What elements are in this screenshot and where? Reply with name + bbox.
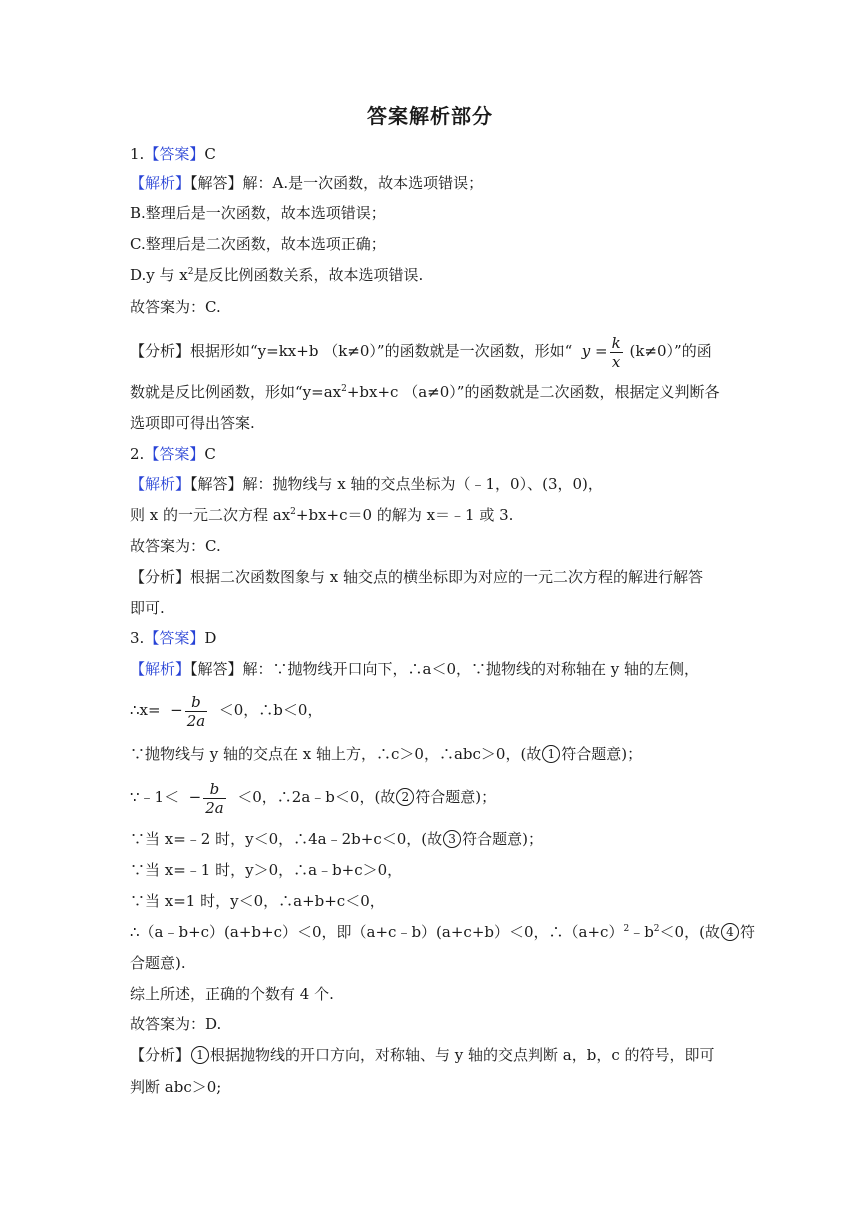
q1-solution-1: 【解答】解：A.是一次函数，故本选项错误；: [190, 174, 484, 192]
q3-solution-1: 【解答】解：∵抛物线开口向下，∴a＜0，∵抛物线的对称轴在 y 轴的左侧，: [190, 660, 700, 678]
q3-answer-line: [130, 628, 730, 648]
q3-l3b: 符合题意)；: [561, 745, 643, 763]
q1-l4-text: D.y 与 x: [130, 266, 188, 284]
q1-answer: C: [204, 145, 216, 163]
q1-analysis-line-1: [130, 333, 730, 371]
q3-l2b: ＜0，∴b＜0，: [218, 701, 323, 719]
q1-line-5: 故答案为：C.: [130, 298, 221, 316]
q3-l2a: ∴x=: [130, 701, 161, 719]
q2-line-1: [130, 474, 730, 494]
q2-analysis-line-2: 即可.: [130, 599, 165, 617]
q3-frac2-den: 2a: [205, 798, 224, 817]
q2-line-2: [130, 505, 730, 525]
q3-frac-sign: −: [170, 701, 183, 719]
q2-answer: C: [204, 445, 216, 463]
q1-analysis-text-b: (k≠0）”的函: [629, 342, 712, 360]
q3-line-5: [130, 829, 730, 849]
q1-eq-lhs: y =: [581, 342, 608, 360]
q1-answer-tag: 【答案】: [144, 145, 205, 163]
q1-line-1: [130, 173, 730, 193]
q3-l8-sup1: 2: [623, 924, 630, 934]
q3-l5b: 符合题意)；: [462, 830, 543, 848]
q1-line-3: C.整理后是二次函数，故本选项正确；: [130, 235, 386, 253]
q1-fraction: [610, 334, 623, 371]
q3-analysis-line-1: [130, 1045, 730, 1065]
q2-l2b: +bx+c＝0 的解为 x＝﹣1 或 3.: [295, 506, 514, 524]
q3-l8c: ＜0，(故: [659, 923, 720, 941]
q3-line-6: ∵当 x=﹣1 时，y＞0，∴a﹣b+c＞0，: [130, 861, 403, 879]
q1-answer-line: [130, 144, 730, 164]
q1-frac-den: x: [610, 352, 623, 371]
q3-line-4: [130, 777, 730, 817]
q3-l4b: ＜0，∴2a﹣b＜0，(故: [237, 788, 396, 806]
q3-line-3: [130, 744, 730, 764]
q3-l3a: ∵抛物线与 y 轴的交点在 x 轴上方，∴c＞0，∴abc＞0，(故: [130, 745, 542, 763]
q1-line-2: B.整理后是一次函数，故本选项错误；: [130, 204, 386, 222]
circled-1: 1: [542, 745, 560, 763]
q3-line-9: 合题意).: [130, 954, 186, 972]
circled-1-analysis: 1: [191, 1046, 209, 1064]
q3-l8d: 符: [739, 923, 755, 941]
q2-answer-tag: 【答案】: [144, 445, 205, 463]
q3-line-7: ∵当 x=1 时，y＜0，∴a+b+c＜0，: [130, 892, 385, 910]
q1-jiexi-tag: 【解析】: [130, 174, 191, 192]
q3-jiexi-tag: 【解析】: [130, 660, 191, 678]
q2-line-3: 故答案为：C.: [130, 537, 221, 555]
q3-answer: D: [204, 629, 217, 647]
q2-solution-1: 【解答】解：抛物线与 x 轴的交点坐标为（﹣1，0）、(3，0)，: [190, 475, 603, 493]
q3-line-11: 故答案为：D.: [130, 1015, 222, 1033]
q3-l8a: ∴（a﹣b+c）(a+b+c）＜0，即（a+c﹣b）(a+c+b）＜0，∴（a+c）: [130, 923, 624, 941]
q3-l4a: ∵﹣1＜: [130, 788, 180, 806]
q3-line-2: [130, 690, 730, 730]
q2-answer-line: [130, 444, 730, 464]
page-title: 答案解析部分: [367, 104, 493, 128]
q3-fraction-1: [185, 693, 208, 730]
q2-number: 2.: [130, 445, 145, 463]
q2-l2-sup: 2: [290, 507, 296, 517]
q1-analysis-sup: 2: [341, 384, 347, 394]
q3-answer-tag: 【答案】: [144, 629, 205, 647]
q1-frac-num: k: [611, 333, 621, 352]
q3-number: 3.: [130, 629, 145, 647]
q3-frac1-num: b: [191, 692, 201, 711]
q1-analysis-line-2: [130, 382, 730, 402]
q3-analysis-text: 根据抛物线的开口方向，对称轴、与 y 轴的交点判断 a，b，c 的符号，即可: [210, 1046, 715, 1064]
q3-frac1-den: 2a: [186, 711, 206, 730]
q3-fraction-2: [203, 780, 226, 817]
q1-line-4: [130, 265, 730, 285]
circled-3: 3: [443, 830, 461, 848]
q3-frac2-num: b: [209, 779, 220, 798]
q3-line-1: [130, 659, 730, 679]
q3-l4c: 符合题意)；: [415, 788, 497, 806]
q1-l4-text-b: 是反比例函数关系，故本选项错误.: [193, 266, 424, 284]
circled-2: 2: [396, 788, 414, 806]
q3-line-10: 综上所述，正确的个数有 4 个.: [130, 985, 334, 1003]
q1-analysis-2b: +bx+c （a≠0）”的函数就是二次函数，根据定义判断各: [346, 383, 720, 401]
q1-number: 1.: [130, 145, 145, 163]
q3-analysis-line-2: 判断 abc＞0;: [130, 1078, 222, 1096]
q1-analysis-text: 【分析】根据形如“y=kx+b （k≠0）”的函数就是一次函数，形如“: [130, 342, 573, 360]
q3-l8b: ﹣b: [629, 923, 654, 941]
q1-analysis-2a: 数就是反比例函数，形如“y=ax: [130, 383, 342, 401]
q3-l8-sup2: 2: [653, 924, 660, 934]
q3-frac2-sign: −: [188, 788, 202, 806]
q3-line-8: [130, 922, 755, 942]
q1-analysis-line-3: 选项即可得出答案.: [130, 414, 255, 432]
q3-l5a: ∵当 x=﹣2 时，y＜0，∴4a﹣2b+c＜0，(故: [130, 830, 443, 848]
q1-l4-sup: 2: [187, 267, 194, 277]
circled-4: 4: [721, 923, 739, 941]
q2-jiexi-tag: 【解析】: [130, 475, 191, 493]
q3-analysis-tag: 【分析】: [130, 1046, 191, 1064]
q2-analysis-line-1: 【分析】根据二次函数图象与 x 轴交点的横坐标即为对应的一元二次方程的解进行解答: [130, 568, 703, 586]
q2-l2a: 则 x 的一元二次方程 ax: [130, 506, 291, 524]
